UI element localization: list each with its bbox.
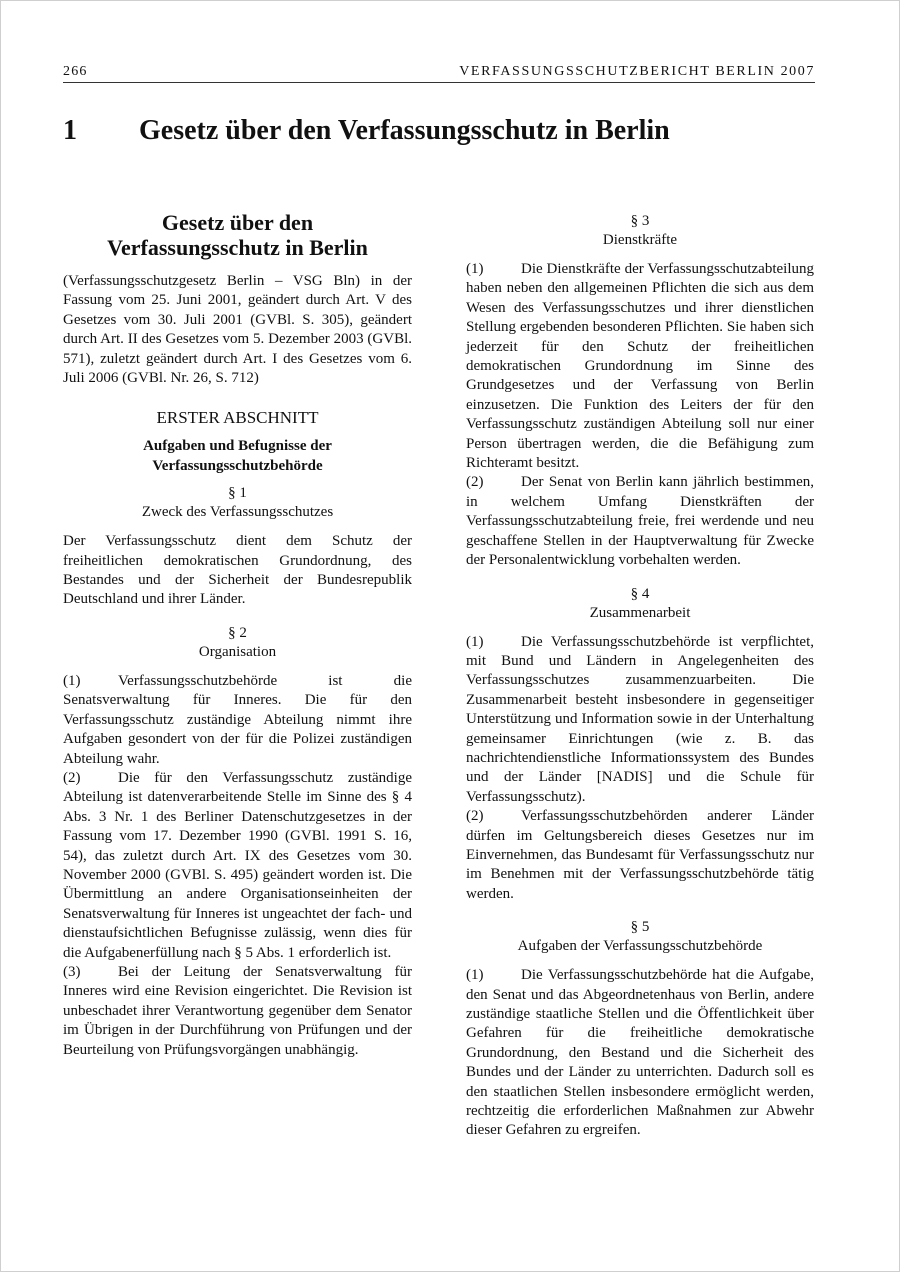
paragraph-3-abs1 [466,260,814,473]
paragraph-3-symbol: § 3 [630,213,650,229]
paragraph-4-symbol: § 4 [630,585,650,602]
paragraph-4-abs1-text: Die Verfassungsschutzbehörde ist verpflichtet, mit Bund und Ländern in Angelegenheiten des Verfassungsschutzes zusammenzuarbeiten. Die Zusammenarbeit besteht insbesondere in gegenseitiger Unterstützung und Information sowie in der Unterhaltung gemeinsamer Einrichtungen (wie z. B. das nachrichtendienstliche Informationssystem des Bundes und der Länder [NADIS] und die Schule für Verfassungsschutz). [466,633,814,805]
paragraph-2-title: Organisation [198,643,277,660]
paragraph-2-abs2-number: (2) [63,769,81,786]
paragraph-2-abs1 [63,672,412,769]
paragraph-1-symbol: § 1 [228,485,247,502]
paragraph-2-heading [63,624,412,662]
paragraph-1-heading [63,484,412,522]
paragraph-4-abs2-number: (2) [466,808,484,825]
law-title-line1: Gesetz über den [161,210,314,235]
paragraph-5-abs1 [466,966,814,1141]
paragraph-1-text: Der Verfassungsschutz dient dem Schutz der freiheitlichen demokratischen Grundordnung, des Bestandes und der Sicherheit der Bundesrepublik Deutschland und ihrer Länder. [63,533,412,608]
paragraph-4-heading [466,585,814,623]
paragraph-3-heading [466,212,814,250]
law-title [63,210,412,260]
left-column [63,210,412,1060]
law-intro: (Verfassungsschutzgesetz Berlin – VSG Bln) in der Fassung vom 25. Juni 2001, geändert durch Art. V des Gesetzes vom 30. Juli 2001 (GVBl. S. 305), geändert durch Art. II des Gesetzes vom 5. Dezember 2003 (GVBl. 571), zuletzt geändert durch Art. I des Gesetzes vom 6. Juli 2006 (GVBl. Nr. 26, S. 712) [63,273,412,387]
paragraph-5-heading [466,918,814,956]
paragraph-5-title: Aufgaben der Verfassungsschutzbehörde [517,938,763,955]
paragraph-2-abs1-text: Verfassungsschutzbehörde ist die Senatsverwaltung für Inneres. Die für den Verfassungsschutz zuständige Abteilung nimmt ihre Aufgaben gesondert von der für die Polizei zuständigen Abteilung wahr. [63,672,412,767]
section-sub-line1: Aufgaben und Befugnisse der [143,438,332,455]
paragraph-1-title: Zweck des Verfassungsschutzes [141,504,334,521]
paragraph-4-abs1-number: (1) [466,633,484,650]
paragraph-2-abs3-text: Bei der Leitung der Senatsverwaltung für Inneres wird eine Revision eingerichtet. Die Revision ist unbeschadet ihrer Verantwortung gegenüber dem Senator im Übrigen in der Durchführung von Prüfungen und der Beurteilung von Prüfungsvorgängen unabhängig. [63,963,412,1058]
paragraph-2-abs1-number: (1) [63,672,81,689]
paragraph-4-abs1 [466,633,814,808]
paragraph-2-symbol: § 2 [228,624,247,641]
paragraph-4-abs2-text: Verfassungsschutzbehörden anderer Länder dürfen im Geltungsbereich dieses Gesetzes nur im Einvernehmen, das Bundesamt für Verfassungsschutz nur im Benehmen mit der Verfassungsschutzbehörde tätig werden. [466,808,814,902]
paragraph-2-abs2 [63,769,412,963]
page-number: 266 [63,64,88,79]
section-subheading [63,437,412,476]
paragraph-3-abs1-number: (1) [466,261,484,277]
paragraph-5-symbol: § 5 [630,919,650,936]
paragraph-3-abs2 [466,473,814,570]
paragraph-2-abs3-number: (3) [63,963,81,980]
paragraph-3-abs2-number: (2) [466,474,484,491]
chapter-title: Gesetz über den Verfassungsschutz in Berlin [139,115,670,146]
section-sub-line2: Verfassungsschutzbehörde [152,457,323,474]
paragraph-4-abs2 [466,807,814,904]
paragraph-5-abs1-number: (1) [466,967,484,984]
paragraph-3-abs2-text: Der Senat von Berlin kann jährlich bestimmen, in welchem Umfang Dienstkräften der Verfassungsschutzabteilung freie, frei werdende und neu geschaffene Stellen in der Hauptverwaltung für Zwecke der Personalentwicklung vorbehalten werden. [466,474,814,569]
paragraph-5-abs1-text: Die Verfassungsschutzbehörde hat die Aufgabe, den Senat und das Abgeordnetenhaus von Berlin, andere zuständige staatliche Stellen und die Öffentlichkeit über Gefahren für die freiheitliche demokratische Grundordnung, den Bestand und die Sicherheit des Bundes und der Länder zu unterrichten. Dadurch soll es den staatlichen Stellen insbesondere ermöglicht werden, rechtzeitig die erforderlichen Maßnahmen zur Abwehr dieser Gefahren zu ergreifen. [466,967,814,1139]
paragraph-3-title: Dienstkräfte [602,232,678,248]
paragraph-3-abs1-text: Die Dienstkräfte der Verfassungsschutzabteilung haben neben den allgemeinen Pflichten die sich aus dem Wesen des Verfassungsschutzes und ihrer dienstlichen Stellung ergebenden besonderen Pflichten. Sie haben sich jederzeit für den Schutz der freiheitlichen demokratischen Grundordnung im Sinne des Grundgesetzes und der Verfassung von Berlin einzusetzen. Die Funktion des Leiters der für den Verfassungsschutz zuständigen Abteilung soll nur einer Person übertragen werden, die die Befähigung zum Richteramt besitzt. [466,261,814,472]
paragraph-4-title: Zusammenarbeit [589,604,691,621]
right-column [466,212,814,1141]
paragraph-2-abs3 [63,963,412,1060]
running-title: VERFASSUNGSSCHUTZBERICHT BERLIN 2007 [459,64,815,79]
chapter-number: 1 [63,115,77,146]
running-header [63,64,815,83]
paragraph-2-abs2-text: Die für den Verfassungsschutz zuständige Abteilung ist datenverarbeitende Stelle im Sinne des § 4 Abs. 3 Nr. 1 des Berliner Datenschutzgesetzes in der Fassung vom 17. Dezember 1990 (GVBl. 1991 S. 16, 54), das zuletzt durch Art. IX des Gesetzes vom 30. November 2000 (GVBl. S. 495) geändert worden ist. Die Übermittlung an andere Organisationseinheiten der Senatsverwaltung für Inneres ist ungeachtet der fach- und dienstaufsichtlichen Befugnisse zulässig, wenn dies für die Aufgabenerfüllung nach § 5 Abs. 1 erforderlich ist. [63,769,412,961]
law-title-line2: Verfassungsschutz in Berlin [107,235,368,260]
section-heading: ERSTER ABSCHNITT [156,408,319,428]
